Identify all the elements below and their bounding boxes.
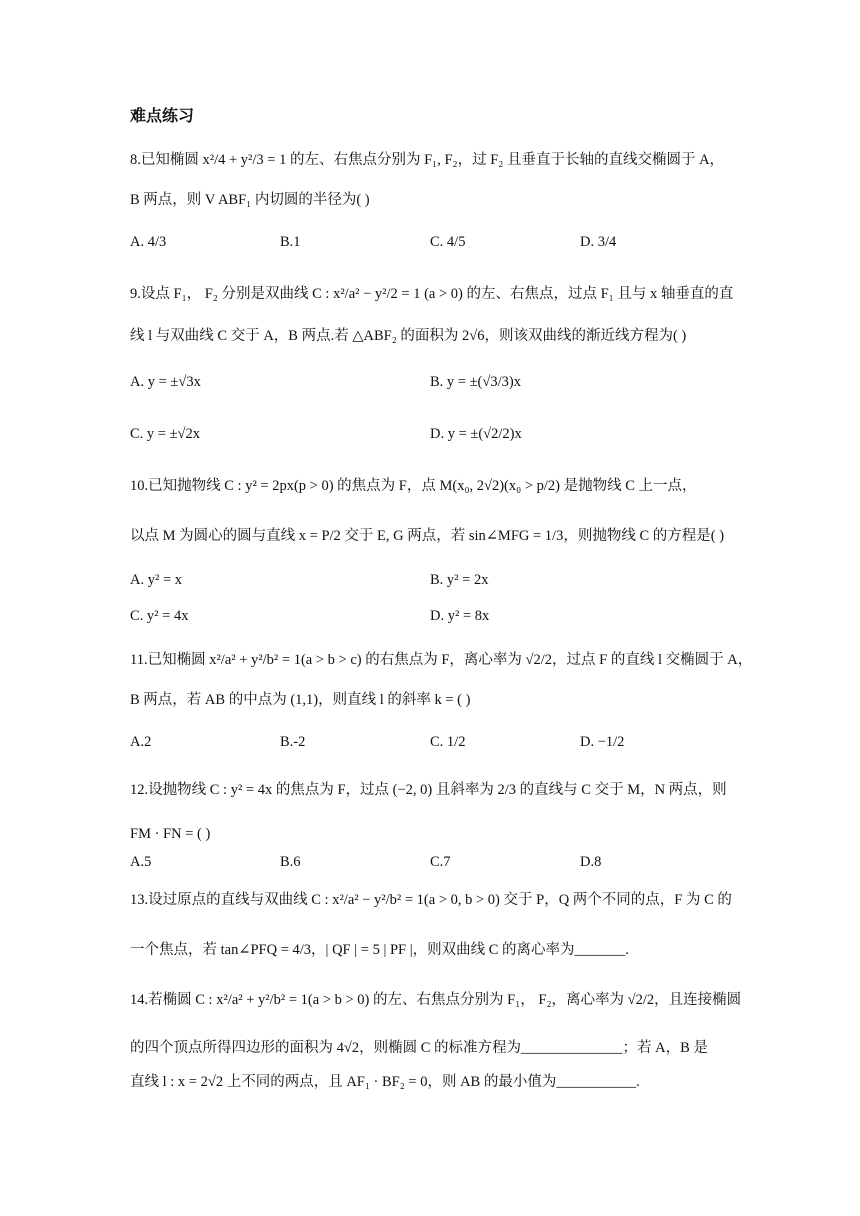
section-title: 难点练习: [130, 106, 195, 125]
q9-option-a: A. y = ±√3x: [130, 374, 201, 390]
q14-line-2: 的四个顶点所得四边形的面积为 4√2，则椭圆 C 的标准方程为______________；若 A，B 是: [130, 1040, 708, 1056]
q12-option-c: C.7: [430, 854, 451, 870]
q12-option-a: A.5: [130, 854, 152, 870]
q9-option-b: B. y = ±(√3/3)x: [430, 374, 521, 390]
q8-line-1: 8.已知椭圆 x²/4 + y²/3 = 1 的左、右焦点分别为 F₁, F₂，过 F₂ 且垂直于长轴的直线交椭圆于 A，: [130, 152, 725, 168]
q14-line-3: 直线 l : x = 2√2 上不同的两点，且 AF₁ · BF₂ = 0，则 AB 的最小值为___________.: [130, 1074, 640, 1090]
q10-option-d: D. y² = 8x: [430, 608, 490, 624]
q13-line-2: 一个焦点，若 tan∠PFQ = 4/3，| QF | = 5 | PF |，则双曲线 C 的离心率为_______.: [130, 942, 629, 958]
q12-option-b: B.6: [280, 854, 301, 870]
q8-option-b: B.1: [280, 234, 301, 250]
q8-option-a: A. 4/3: [130, 234, 167, 250]
q11-line-1: 11.已知椭圆 x²/a² + y²/b² = 1(a > b > c) 的右焦点为 F，离心率为 √2/2，过点 F 的直线 l 交椭圆于 A，: [130, 652, 753, 668]
q10-line-2: 以点 M 为圆心的圆与直线 x = P/2 交于 E, G 两点，若 sin∠MFG = 1/3，则抛物线 C 的方程是( ): [130, 528, 725, 544]
q11-option-d: D. −1/2: [580, 734, 625, 750]
q8-option-c: C. 4/5: [430, 234, 466, 250]
q14-line-1: 14.若椭圆 C : x²/a² + y²/b² = 1(a > b > 0) 的左、右焦点分别为 F₁， F₂，离心率为 √2/2，且连接椭圆: [130, 992, 742, 1008]
q10-option-b: B. y² = 2x: [430, 572, 489, 588]
q12-line-1: 12.设抛物线 C : y² = 4x 的焦点为 F，过点 (−2, 0) 且斜率为 2/3 的直线与 C 交于 M，N 两点，则: [130, 782, 727, 798]
q10-option-a: A. y² = x: [130, 572, 182, 588]
q9-option-c: C. y = ±√2x: [130, 426, 201, 442]
q11-option-b: B.-2: [280, 734, 306, 750]
q13-line-1: 13.设过原点的直线与双曲线 C : x²/a² − y²/b² = 1(a > 0, b > 0) 交于 P，Q 两个不同的点，F 为 C 的: [130, 892, 732, 908]
q8-option-d: D. 3/4: [580, 234, 617, 250]
q11-option-c: C. 1/2: [430, 734, 466, 750]
q11-option-a: A.2: [130, 734, 152, 750]
q9-option-d: D. y = ±(√2/2)x: [430, 426, 522, 442]
q12-line-2: FM · FN = ( ): [130, 826, 211, 842]
q10-option-c: C. y² = 4x: [130, 608, 189, 624]
q11-line-2: B 两点，若 AB 的中点为 (1,1)，则直线 l 的斜率 k = ( ): [130, 692, 471, 708]
q10-line-1: 10.已知抛物线 C : y² = 2px(p > 0) 的焦点为 F，点 M(x₀, 2√2)(x₀ > p/2) 是抛物线 C 上一点，: [130, 478, 697, 494]
q9-line-1: 9.设点 F₁， F₂ 分别是双曲线 C : x²/a² − y²/2 = 1 (a > 0) 的左、右焦点，过点 F₁ 且与 x 轴垂直的直: [130, 286, 734, 302]
q12-option-d: D.8: [580, 854, 602, 870]
q9-line-2: 线 l 与双曲线 C 交于 A，B 两点.若 △ABF₂ 的面积为 2√6，则该双曲线的渐近线方程为( ): [130, 328, 687, 344]
q8-line-2: B 两点，则 V ABF₁ 内切圆的半径为( ): [130, 192, 370, 208]
